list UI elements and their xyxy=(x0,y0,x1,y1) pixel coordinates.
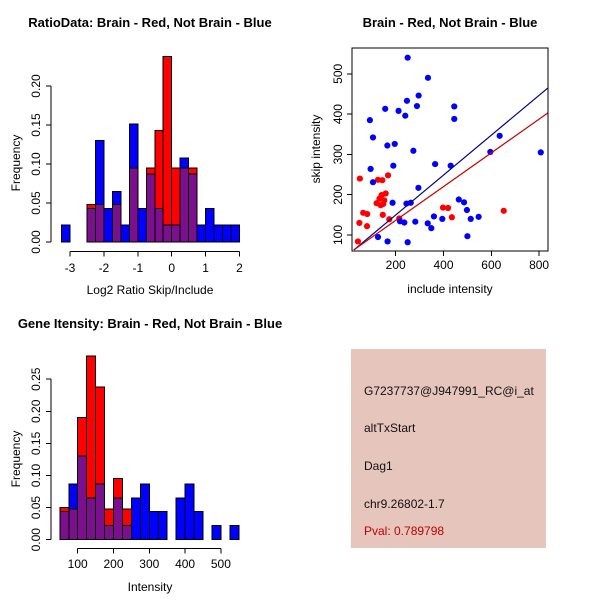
svg-text:200: 200 xyxy=(103,557,124,571)
svg-text:200: 200 xyxy=(385,258,406,272)
svg-text:0.05: 0.05 xyxy=(29,495,43,520)
svg-text:300: 300 xyxy=(331,144,345,165)
gene-name-text: Dag1 xyxy=(364,459,393,473)
probe-id-text: G7237737@J947991_RC@i_at xyxy=(364,384,534,398)
svg-text:1: 1 xyxy=(202,261,209,275)
scatter-xlabel: include intensity xyxy=(407,282,493,296)
gene-hist-title: Gene Itensity: Brain - Red, Not Brain - Blue xyxy=(17,316,283,331)
svg-text:500: 500 xyxy=(210,557,231,571)
pval-text: Pval: 0.789798 xyxy=(364,524,445,538)
svg-text:0.00: 0.00 xyxy=(29,528,43,552)
svg-text:0.10: 0.10 xyxy=(29,152,43,176)
svg-text:600: 600 xyxy=(481,258,502,272)
svg-text:100: 100 xyxy=(67,557,88,571)
svg-text:500: 500 xyxy=(331,63,345,84)
svg-text:-3: -3 xyxy=(64,261,76,275)
svg-text:-2: -2 xyxy=(98,261,110,275)
svg-text:0.20: 0.20 xyxy=(29,399,43,423)
scatter-ylabel: skip intensity xyxy=(309,114,323,184)
svg-text:0.25: 0.25 xyxy=(29,367,43,391)
svg-text:400: 400 xyxy=(175,557,196,571)
svg-text:2: 2 xyxy=(236,261,243,275)
svg-text:0.00: 0.00 xyxy=(29,230,43,254)
svg-text:400: 400 xyxy=(433,258,454,272)
svg-text:800: 800 xyxy=(529,258,550,272)
svg-text:0.15: 0.15 xyxy=(29,431,43,456)
svg-text:0.20: 0.20 xyxy=(29,74,43,98)
ratio-hist-ylabel: Frequency xyxy=(9,134,23,192)
svg-text:0.05: 0.05 xyxy=(29,191,43,215)
svg-text:400: 400 xyxy=(331,104,345,125)
location-text: chr9.26802-1.7 xyxy=(364,497,445,511)
info-panel xyxy=(351,349,546,548)
svg-text:0.15: 0.15 xyxy=(29,113,43,137)
gene-hist-ylabel: Frequency xyxy=(9,430,23,488)
event-type-text: altTxStart xyxy=(364,421,416,435)
svg-text:-1: -1 xyxy=(132,261,144,275)
svg-text:0: 0 xyxy=(168,261,176,275)
scatter-title: Brain - Red, Not Brain - Blue xyxy=(362,15,538,30)
svg-text:200: 200 xyxy=(331,184,345,205)
svg-text:300: 300 xyxy=(139,557,160,571)
ratio-hist-xlabel: Log2 Ratio Skip/Include xyxy=(86,283,214,297)
gene-hist-xlabel: Intensity xyxy=(127,580,173,594)
ratio-hist-title: RatioData: Brain - Red, Not Brain - Blue xyxy=(28,15,272,30)
svg-text:0.10: 0.10 xyxy=(29,463,43,488)
svg-text:100: 100 xyxy=(331,224,345,246)
